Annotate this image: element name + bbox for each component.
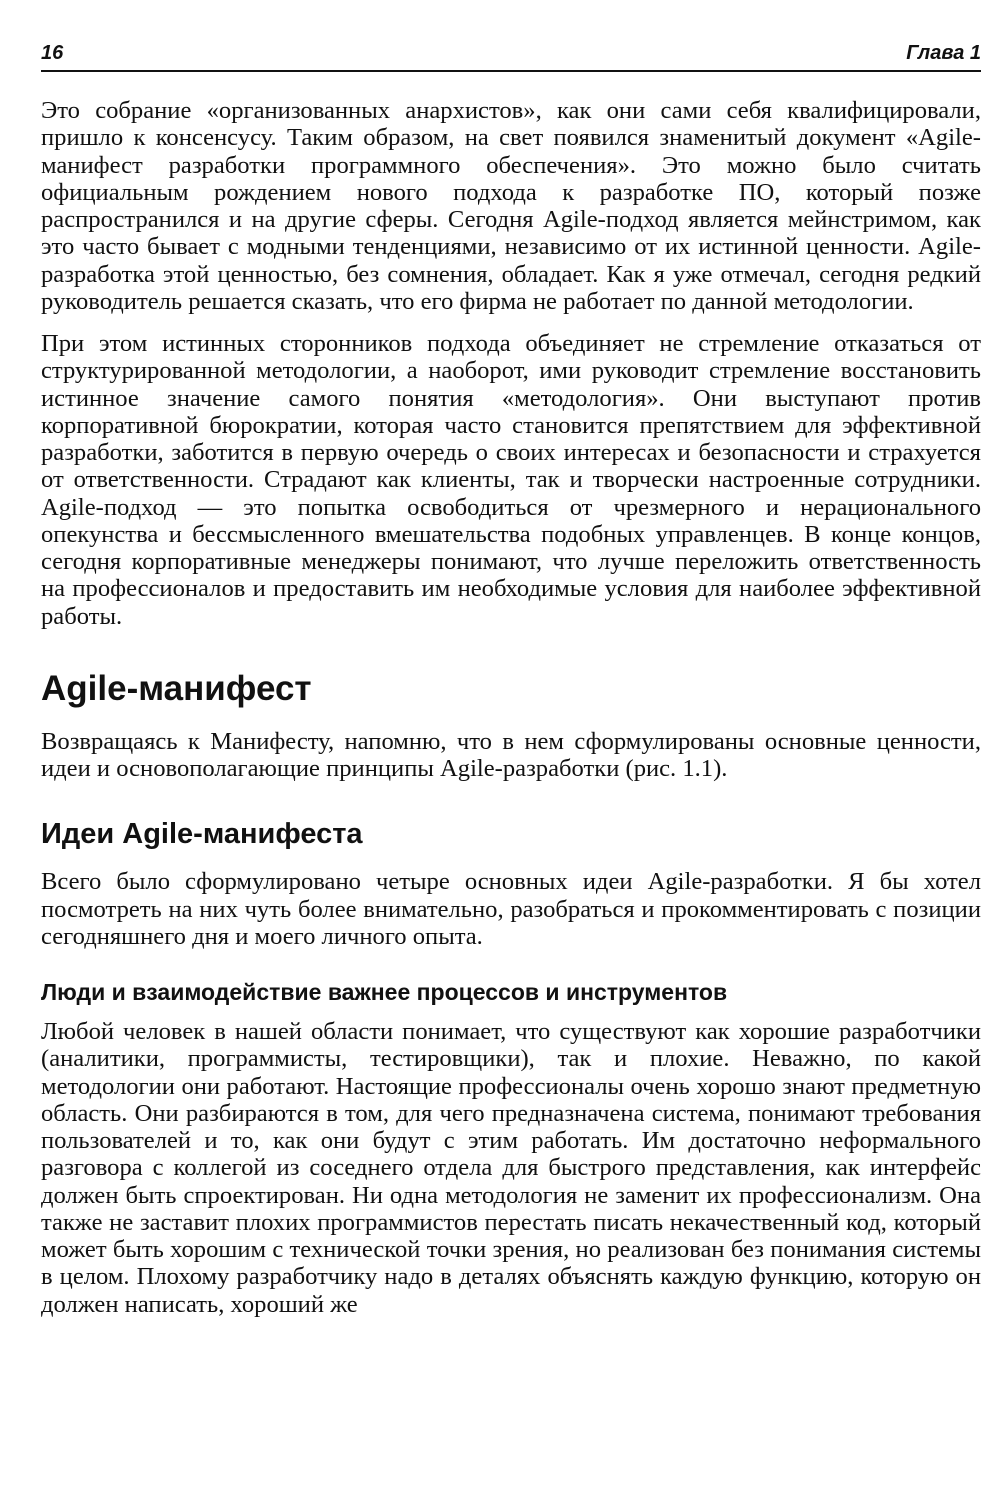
page-content [41, 97, 981, 1318]
paragraph-1: Это собрание «организованных анархистов», как они сами себя квалифицировали, пришло к консенсусу. Таким образом, на свет появился знаменитый документ «Agile-манифест разработки программного обеспечения». Это можно было считать официальным рождением нового подхода к разработке ПО, который позже распространился и на другие сферы. Сегодня Agile-подход является мейнстримом, как это часто бывает с модными тенденциями, независимо от их истинной ценности. Agile-разработка этой ценностью, без сомнения, обладает. Как я уже отмечал, сегодня редкий руководитель решается сказать, что его фирма не работает по данной методологии. [41, 97, 981, 315]
running-header [41, 40, 981, 72]
section-heading-agile-manifesto: Agile-манифест [41, 668, 312, 708]
paragraph-5: Любой человек в нашей области понимает, что существуют как хорошие разработчики (аналитики, программисты, тестировщики), так и плохие. Неважно, по какой методологии они работают. Настоящие профессионалы очень хорошо знают предметную область. Они разбираются в том, для чего предназначена система, понимают требования пользователей и то, как они будут с этим работать. Им достаточно неформального разговора с коллегой из соседнего отдела для быстрого представления, как интерфейс должен быть спроектирован. Ни одна методология не заменит их профессионализм. Она также не заставит плохих программистов перестать писать некачественный код, который может быть хорошим с технической точки зрения, но реализован без понимания системы в целом. Плохому разработчику надо в деталях объяснять каждую функцию, которую он должен написать, хороший же [41, 1018, 981, 1318]
chapter-label: Глава 1 [906, 42, 981, 64]
paragraph-2: При этом истинных сторонников подхода объединяет не стремление отказаться от структурированной методологии, а наоборот, ими руководит стремление восстановить истинное значение самого понятия «методология». Они выступают против корпоративной бюрократии, которая часто становится препятствием для эффективной разработки, заботится в первую очередь о своих интересах и безопасности и страхуется от ответственности. Страдают как клиенты, так и творчески настроенные сотрудники. Agile-подход — это попытка освободиться от чрезмерного и нерационального опекунства и бессмысленного вмешательства подобных управленцев. В конце концов, сегодня корпоративные менеджеры понимают, что лучше переложить ответственность на профессионалов и предоставить им необходимые условия для наиболее эффективной работы. [41, 330, 981, 630]
subsubsection-heading-people-interaction: Люди и взаимодействие важнее процессов и инструментов [41, 979, 728, 1005]
paragraph-3: Возвращаясь к Манифесту, напомню, что в нем сформулированы основные ценности, идеи и основополагающие принципы Agile-разработки (рис. 1.1). [41, 727, 981, 782]
page-number: 16 [41, 42, 64, 64]
subsection-heading-manifesto-ideas: Идеи Agile-манифеста [41, 818, 363, 851]
paragraph-4: Всего было сформулировано четыре основных идеи Agile-разработки. Я бы хотел посмотреть на них чуть более внимательно, разобраться и прокомментировать с позиции сегодняшнего дня и моего личного опыта. [41, 868, 981, 950]
